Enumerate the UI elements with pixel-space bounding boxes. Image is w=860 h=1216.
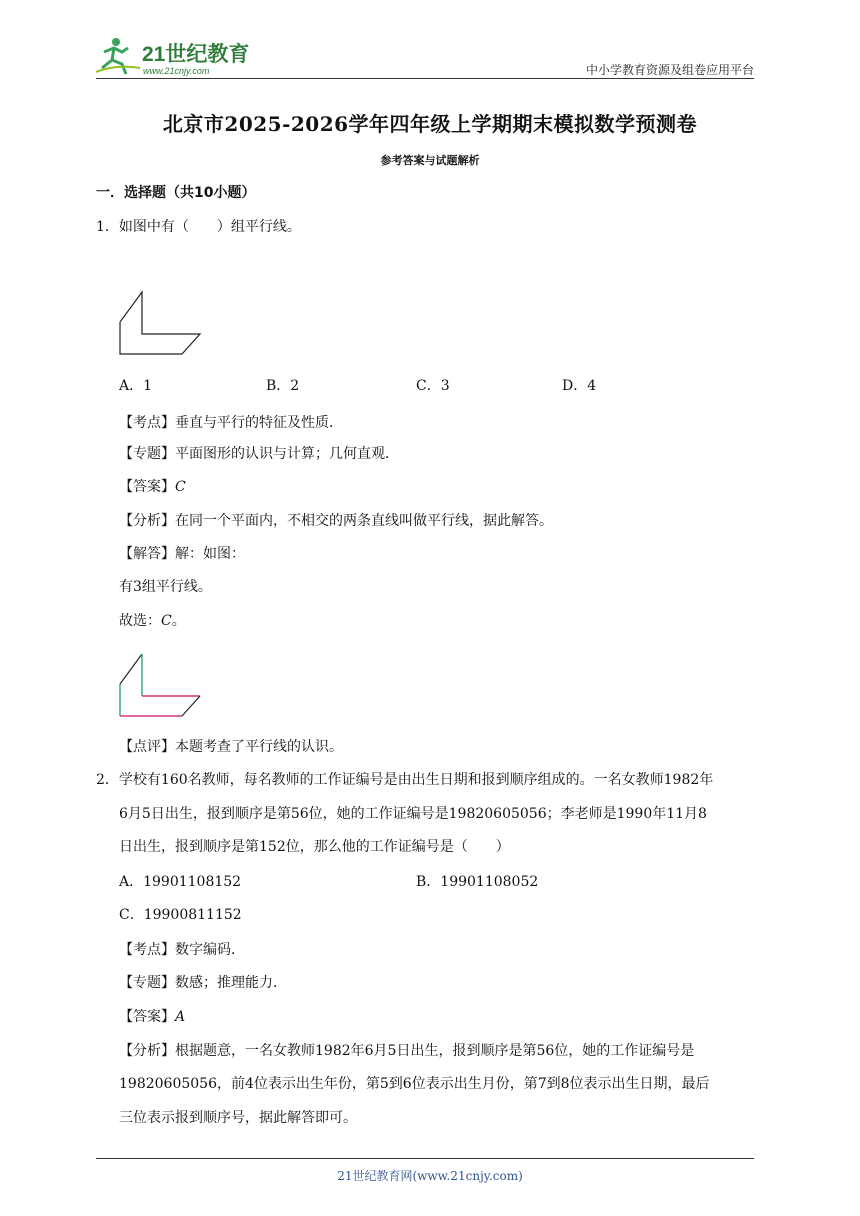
logo-url: www.21cnjy.com [143, 66, 210, 76]
page-title: 北京市2025-2026学年四年级上学期期末模拟数学预测卷 [162, 112, 698, 136]
answer-label: 【答案】 [119, 479, 175, 495]
footer-link[interactable]: 21世纪教育网(www.21cnjy.com) [337, 1169, 523, 1183]
logo-text: 21世纪教育 [142, 43, 250, 66]
q2-fenxi-line-3: 三位表示报到顺序号，据此解答即可。 [119, 1110, 357, 1126]
q1-solution-figure [112, 646, 208, 722]
site-logo [96, 34, 266, 78]
q1-kaodian: 【考点】垂直与平行的特征及性质． [119, 415, 343, 431]
q1-stem: 1．如图中有（ ）组平行线。 [96, 219, 301, 235]
q2-stem-line-2: 6月5日出生，报到顺序是第56位，她的工作证编号是19820605056；李老师是1990年11月8 [119, 806, 707, 822]
choice-label: 故选： [119, 613, 161, 629]
choice-end: 。 [171, 613, 186, 629]
platform-name: 中小学教育资源及组卷应用平台 [585, 63, 754, 77]
section-heading: 一．选择题（共10小题） [96, 185, 256, 201]
q2-fenxi-line-1: 【分析】根据题意，一名女教师1982年6月5日出生，报到顺序是第56位，她的工作证编号是 [119, 1043, 695, 1059]
q1-option-a: A．1 [119, 378, 153, 394]
q2-option-a: A．19901108152 [119, 874, 242, 890]
q2-kaodian: 【考点】数字编码． [119, 942, 245, 958]
q2-stem-line-3: 日出生，报到顺序是第152位，那么他的工作证编号是（ ） [119, 839, 510, 855]
page-header [96, 34, 754, 78]
footer-divider [96, 1158, 754, 1159]
q1-fenxi: 【分析】在同一个平面内，不相交的两条直线叫做平行线，据此解答。 [119, 513, 553, 529]
q1-option-b: B．2 [266, 378, 300, 394]
q1-solution-line: 有3组平行线。 [119, 579, 212, 595]
q2-stem-line-1: 2．学校有160名教师，每名教师的工作证编号是由出生日期和报到顺序组成的。一名女教师1982年 [96, 772, 714, 788]
q1-option-d: D．4 [562, 378, 597, 394]
q2-option-b: B．19901108052 [416, 874, 539, 890]
q1-answer [119, 478, 186, 496]
q1-figure [112, 284, 208, 360]
q1-dianping: 【点评】本题考查了平行线的认识。 [119, 739, 343, 755]
q2-zhuanti: 【专题】数感；推理能力． [119, 975, 287, 991]
q1-zhuanti: 【专题】平面图形的认识与计算；几何直观． [119, 446, 399, 462]
q2-fenxi-line-2: 19820605056，前4位表示出生年份，第5到6位表示出生月份，第7到8位表示出生日期，最后 [119, 1076, 710, 1092]
q1-option-c: C．3 [416, 378, 450, 394]
q2-answer [119, 1008, 185, 1026]
answer-label: 【答案】 [119, 1009, 175, 1025]
choice-value: C [161, 613, 172, 629]
runner-icon [96, 38, 140, 74]
page-subtitle: 参考答案与试题解析 [380, 154, 480, 167]
answer-value: A [175, 1009, 186, 1025]
q1-choice [119, 612, 186, 630]
answer-value: C [175, 479, 186, 495]
q1-jieda: 【解答】解：如图： [119, 546, 245, 562]
q2-option-c: C．19900811152 [119, 907, 242, 923]
header-divider [96, 78, 754, 79]
